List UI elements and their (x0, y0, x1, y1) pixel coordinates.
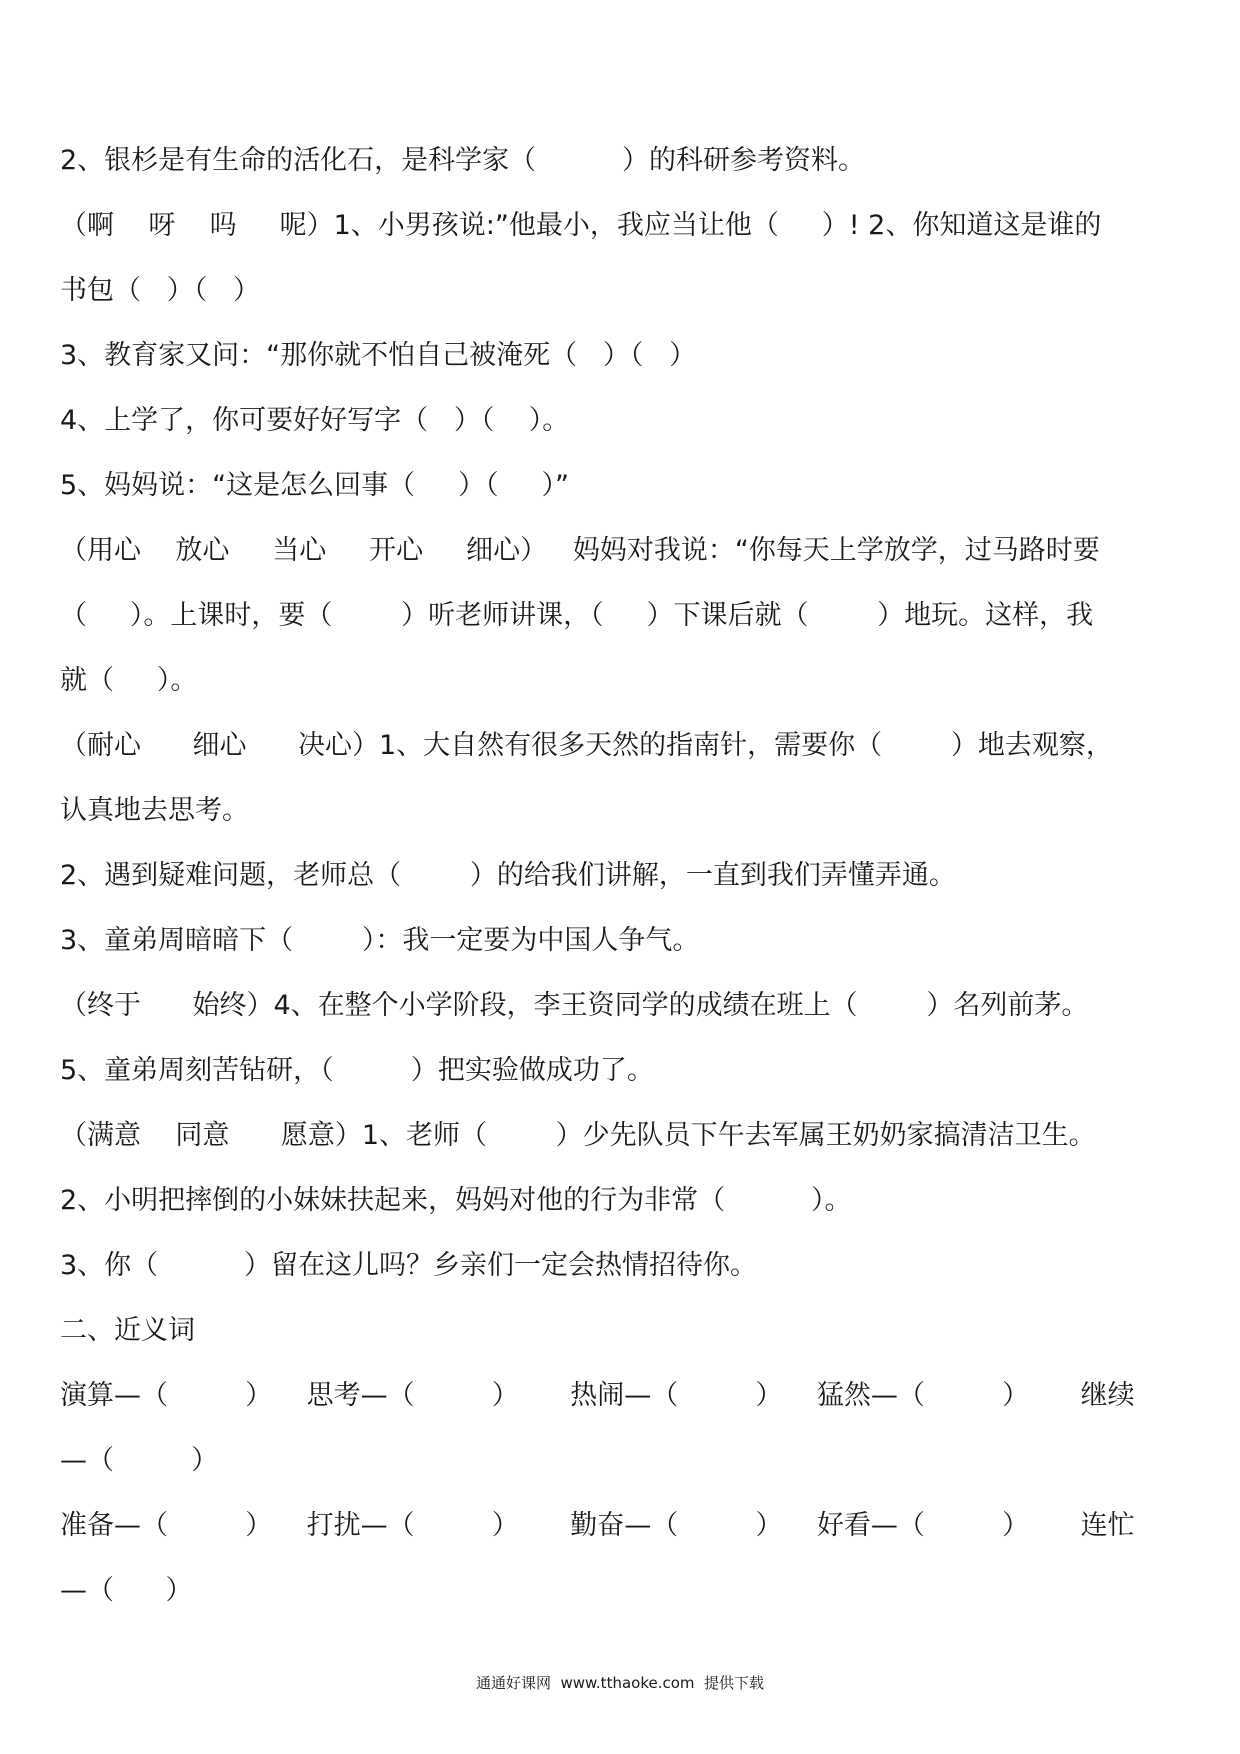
text-line: 3、童弟周暗暗下（ ）：我一定要为中国人争气。 (60, 925, 700, 956)
worksheet-body (60, 128, 1186, 1623)
text-line: 5、童弟周刻苦钻研，（ ）把实验做成功了。 (60, 1055, 654, 1086)
text-line: （啊 呀 吗 呢）1、小男孩说:”他最小，我应当让他（ ）! 2、你知道这是谁的 (60, 210, 1102, 241)
text-line: （耐心 细心 决心）1、大自然有很多天然的指南针，需要你（ ）地去观察， (60, 730, 1113, 761)
text-line: 5、妈妈说：“这是怎么回事（ ）（ ）” (60, 470, 569, 501)
text-line: —（ ） (60, 1575, 193, 1606)
page-footer: 通通好课网 www.tthaoke.com 提供下载 (475, 1674, 765, 1692)
section-heading: 二、近义词 (60, 1315, 195, 1346)
text-line: 2、小明把摔倒的小妹妹扶起来，妈妈对他的行为非常（ ）。 (60, 1185, 852, 1216)
text-line: 书包（ ）（ ） (60, 275, 260, 306)
text-line: （终于 始终）4、在整个小学阶段，李王资同学的成绩在班上（ ）名列前茅。 (60, 990, 1089, 1021)
text-line: 演算—（ ） 思考—（ ） 热闹—（ ） 猛然—（ ） 继续 (60, 1380, 1135, 1411)
text-line: 4、上学了，你可要好好写字（ ）（ ）。 (60, 405, 570, 436)
text-line: 准备—（ ） 打扰—（ ） 勤奋—（ ） 好看—（ ） 连忙 (60, 1510, 1135, 1541)
text-line: （满意 同意 愿意）1、老师（ ）少先队员下午去军属王奶奶家搞清洁卫生。 (60, 1120, 1096, 1151)
text-line: 3、教育家又问：“那你就不怕自己被淹死（ ）（ ） (60, 340, 697, 371)
text-line: （用心 放心 当心 开心 细心） 妈妈对我说：“你每天上学放学，过马路时要 (60, 535, 1100, 566)
text-line: —（ ） (60, 1445, 219, 1476)
text-line: 就（ ）。 (60, 665, 198, 696)
text-line: 2、银杉是有生命的活化石，是科学家（ ）的科研参考资料。 (60, 145, 866, 176)
text-line: 2、遇到疑难问题，老师总（ ）的给我们讲解，一直到我们弄懂弄通。 (60, 860, 956, 891)
text-line: （ ）。上课时，要（ ）听老师讲课，（ ）下课后就（ ）地玩。这样，我 (60, 600, 1094, 631)
text-line: 认真地去思考。 (60, 795, 249, 826)
text-line: 3、你（ ）留在这儿吗？乡亲们一定会热情招待你。 (60, 1250, 758, 1281)
